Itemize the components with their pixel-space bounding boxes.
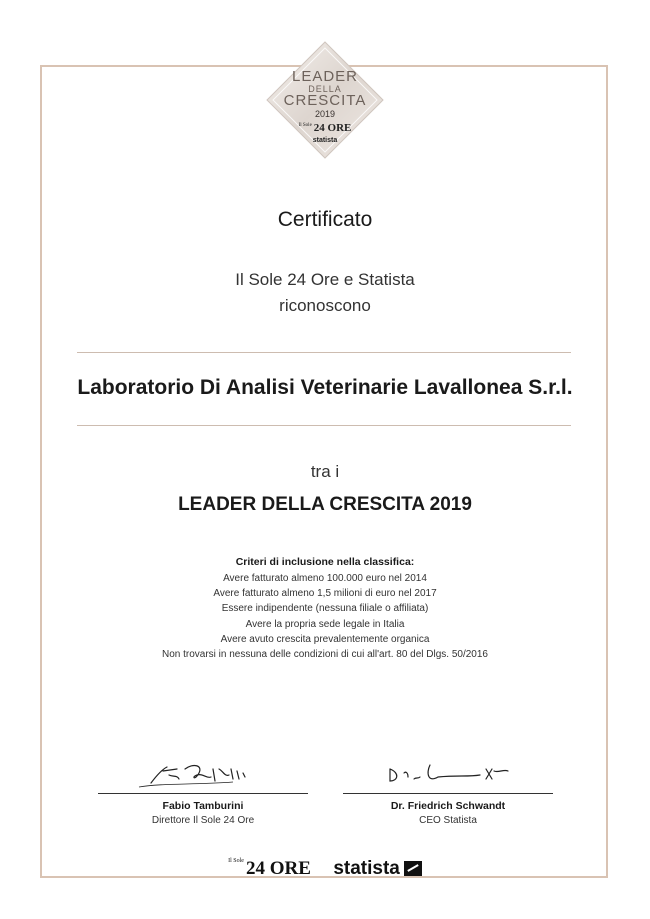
signatory-name-right: Dr. Friedrich Schwandt bbox=[390, 800, 506, 812]
signatory-name-left: Fabio Tamburini bbox=[162, 800, 244, 812]
footer-logos bbox=[0, 858, 650, 880]
criteria-item: Non trovarsi in nessuna delle condizioni di cui all'art. 80 del Dlgs. 50/2016 bbox=[162, 649, 488, 661]
footer-publisher-prefix: Il Sole bbox=[228, 858, 244, 864]
criteria-item: Avere fatturato almeno 1,5 milioni di euro nel 2017 bbox=[213, 588, 437, 600]
signature-line-right bbox=[343, 793, 553, 794]
criteria-item: Essere indipendente (nessuna filiale o affiliata) bbox=[221, 603, 429, 615]
criteria-list bbox=[0, 571, 650, 662]
intro-line-2: riconoscono bbox=[279, 296, 371, 315]
signature-block-right bbox=[343, 755, 553, 826]
statista-mark-icon bbox=[404, 861, 422, 876]
criteria-title: Criteri di inclusione nella classifica: bbox=[235, 556, 415, 568]
badge-statista-logo: statista bbox=[312, 137, 338, 144]
among-text: tra i bbox=[310, 462, 340, 481]
criteria-item: Avere avuto crescita prevalentemente organica bbox=[220, 633, 430, 645]
sole24ore-logo bbox=[228, 858, 311, 880]
certificate-title: Certificato bbox=[277, 208, 373, 231]
footer-publisher-name: 24 ORE bbox=[245, 858, 311, 879]
divider-top bbox=[77, 352, 571, 353]
award-badge bbox=[0, 0, 650, 180]
intro-line-1: Il Sole 24 Ore e Statista bbox=[235, 270, 415, 289]
badge-publisher-name: 24 ORE bbox=[313, 122, 352, 134]
badge-year: 2019 bbox=[314, 109, 336, 119]
award-title: LEADER DELLA CRESCITA 2019 bbox=[178, 494, 472, 515]
badge-publisher-prefix: Il Sole bbox=[298, 123, 312, 128]
badge-publisher-logo bbox=[0, 123, 650, 134]
signature-line-left bbox=[98, 793, 308, 794]
statista-logo bbox=[333, 858, 422, 880]
signatory-role-right: CEO Statista bbox=[419, 815, 477, 826]
statista-logo-text: statista bbox=[333, 858, 400, 879]
criteria-item: Avere la propria sede legale in Italia bbox=[245, 618, 405, 630]
badge-della-text: DELLA bbox=[308, 84, 342, 94]
badge-crescita-text: CRESCITA bbox=[283, 92, 367, 109]
signature-block-left bbox=[98, 755, 308, 826]
badge-leader-text: LEADER bbox=[291, 68, 359, 85]
criteria-item: Avere fatturato almeno 100.000 euro nel 2014 bbox=[223, 573, 427, 584]
signatory-role-left: Direttore Il Sole 24 Ore bbox=[151, 815, 255, 826]
signature-schwandt-icon bbox=[368, 755, 528, 791]
company-name: Laboratorio Di Analisi Veterinarie Lavallonea S.r.l. bbox=[77, 376, 573, 399]
signature-tamburini-icon bbox=[133, 755, 273, 791]
divider-bottom bbox=[77, 425, 571, 426]
